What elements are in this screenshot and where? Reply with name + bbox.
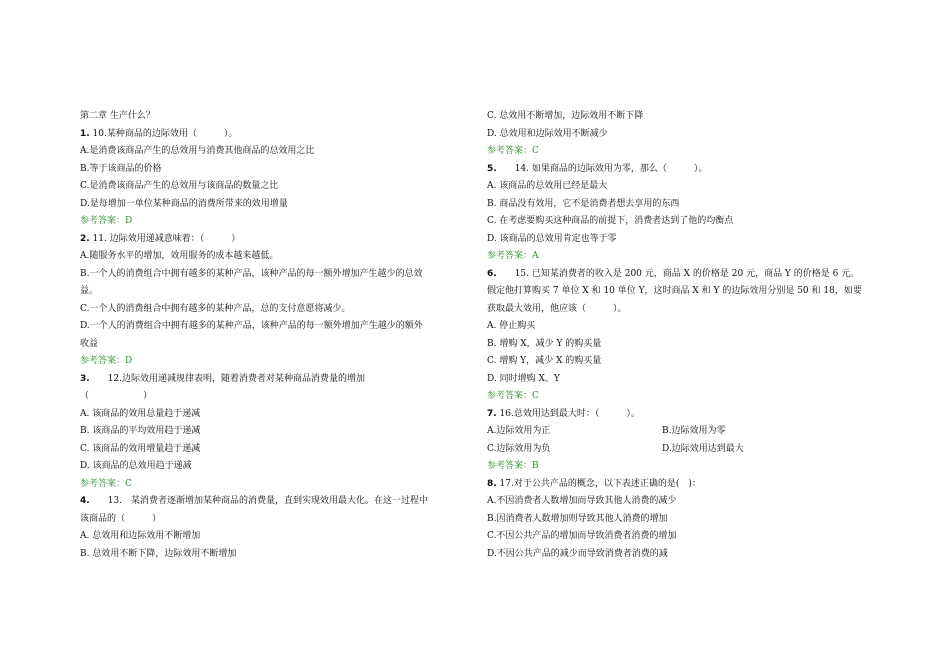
question-7 <box>487 406 877 424</box>
option-c: C. 总效用不断增加，边际效用不断下降 <box>487 111 644 121</box>
option-b: B. 该商品的平均效用趋于递减 <box>80 426 201 436</box>
option-c: C.不因公共产品的增加而导致消费者消费的增加 <box>487 531 677 541</box>
option-a: A. 停止购买 <box>487 321 536 331</box>
options-row <box>487 423 877 441</box>
option-d: D.一个人的消费组合中拥有越多的某种产品，该种产品的每一额外增加产生越少的额外 <box>80 321 423 331</box>
question-text-cont: 假定他打算购买 7 单位 X 和 10 单位 Y，这时商品 X 和 Y 的边际效用分别是 50 和 18，如要 <box>487 286 862 296</box>
question-6 <box>487 266 877 284</box>
question-text: 10.某种商品的边际效用（ ）。 <box>89 128 238 139</box>
option-a: A.不因消费者人数增加而导致其他人消费的减少 <box>487 496 677 506</box>
option-b: B. 增购 X，减少 Y 的购买量 <box>487 338 602 349</box>
option-d-cont: 收益 <box>80 338 99 349</box>
answer: 参考答案：D <box>80 356 133 366</box>
question-text: 16.总效用达到最大时：（ ）。 <box>496 408 640 419</box>
left-column <box>80 108 470 563</box>
option-d: D.边际效用达到最大 <box>662 443 744 454</box>
question-text: 15. 已知某消费者的收入是 200 元，商品 X 的价格是 20 元，商品 Y 的价格是 6 元。 <box>496 268 860 279</box>
question-number: 3. <box>80 373 90 384</box>
option-c: C.是消费该商品产生的总效用与该商品的数量之比 <box>80 181 279 191</box>
option-d: D. 总效用和边际效用不断减少 <box>487 128 608 139</box>
question-text: 13. 某消费者逐渐增加某种商品的消费量，直到实现效用最大化。在这一过程中 <box>89 496 429 506</box>
answer: 参考答案：C <box>80 478 132 489</box>
question-5 <box>487 161 877 179</box>
question-text: 14. 如果商品的边际效用为零，那么（ ）。 <box>496 163 708 174</box>
option-b: B.一个人的消费组合中拥有越多的某种产品，该种产品的每一额外增加产生越少的总效 <box>80 268 423 279</box>
option-b: B.边际效用为零 <box>662 426 726 436</box>
question-1 <box>80 126 470 144</box>
option-c: C. 增购 Y，减少 X 的购买量 <box>487 356 602 366</box>
option-b: B. 总效用不断下降，边际效用不断增加 <box>80 548 237 559</box>
option-a: A. 该商品的效用总量趋于递减 <box>80 408 201 419</box>
question-text-cont: 获取最大效用，他应该（ ）。 <box>487 303 627 314</box>
answer: 参考答案：C <box>487 391 539 401</box>
question-number: 5. <box>487 163 497 174</box>
answer: 参考答案：A <box>487 251 539 261</box>
answer: 参考答案：C <box>487 146 539 156</box>
question-3 <box>80 371 470 389</box>
option-a: A.边际效用为正 <box>487 426 551 436</box>
question-text-cont: （ ） <box>80 391 153 401</box>
option-b: B.等于该商品的价格 <box>80 163 162 174</box>
option-b: B. 商品没有效用，它不是消费者想去享用的东西 <box>487 198 680 209</box>
question-number: 2. <box>80 233 90 244</box>
answer: 参考答案：D <box>80 216 133 226</box>
question-number: 1. <box>80 128 90 139</box>
question-2 <box>80 231 470 249</box>
option-b: B.因消费者人数增加则导致其他人消费的增加 <box>487 513 668 524</box>
question-8 <box>487 476 877 494</box>
right-column <box>487 108 877 563</box>
question-text: 12.边际效用递减规律表明，随着消费者对某种商品消费量的增加 <box>89 373 366 384</box>
option-d: D. 该商品的总效用趋于递减 <box>80 461 192 471</box>
option-c: C.一个人的消费组合中拥有越多的某种产品，总的支付意愿将减少。 <box>80 303 351 314</box>
question-number: 6. <box>487 268 497 279</box>
option-d: D. 同时增购 X、Y <box>487 373 560 384</box>
question-text-cont: 该商品的（ ） <box>80 513 162 524</box>
question-text: 17.对于公共产品的概念，以下表述正确的是( )： <box>496 478 701 489</box>
question-text: 11. 边际效用递减意味着：（ ） <box>89 233 241 244</box>
option-a: A.是消费该商品产生的总效用与消费其他商品的总效用之比 <box>80 146 315 156</box>
option-c: C.边际效用为负 <box>487 443 551 454</box>
question-number: 8. <box>487 478 497 489</box>
option-d: D. 该商品的总效用肯定也等于零 <box>487 233 617 244</box>
question-number: 7. <box>487 408 497 419</box>
option-b-cont: 益。 <box>80 286 99 296</box>
question-number: 4. <box>80 496 90 506</box>
question-4 <box>80 493 470 511</box>
option-a: A. 该商品的总效用已经是最大 <box>487 181 608 191</box>
option-c: C. 在考虑要购买这种商品的前提下，消费者达到了他的均衡点 <box>487 216 734 226</box>
option-d: D.是每增加一单位某种商品的消费所带来的效用增量 <box>80 198 288 209</box>
option-a: A.随服务水平的增加，效用服务的成本越来越低。 <box>80 251 279 261</box>
option-d: D.不因公共产品的减少而导致消费者消费的减 <box>487 548 668 559</box>
options-row <box>487 441 877 459</box>
option-c: C. 该商品的效用增量趋于递减 <box>80 443 201 454</box>
answer: 参考答案：B <box>487 461 539 471</box>
option-a: A. 总效用和边际效用不断增加 <box>80 531 201 541</box>
chapter-title: 第二章 生产什么？ <box>80 111 155 121</box>
